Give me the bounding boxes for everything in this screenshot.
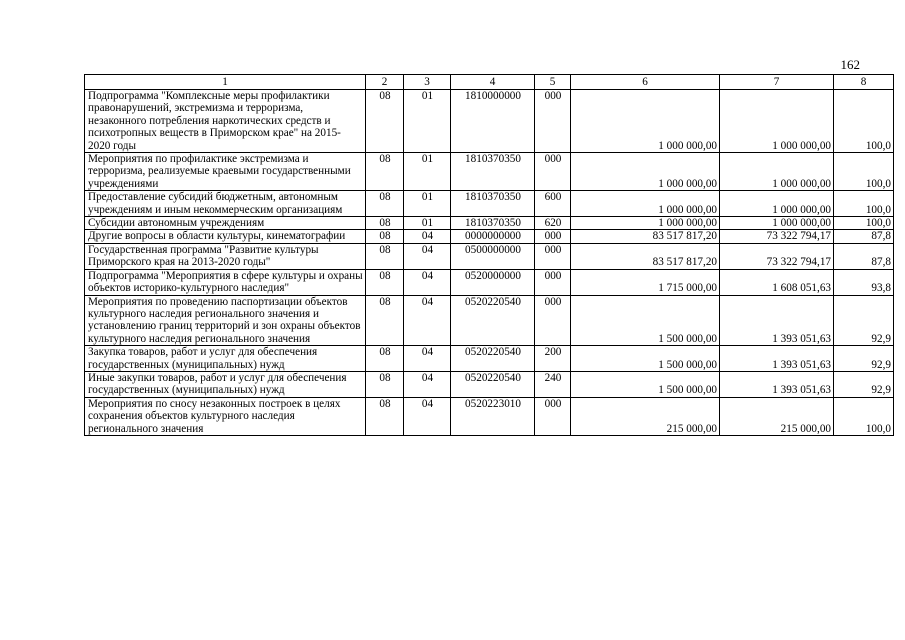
target-article-cell: 0000000000 xyxy=(451,230,535,243)
table-row xyxy=(85,346,894,372)
budget-table xyxy=(84,74,894,436)
section-code-cell: 08 xyxy=(366,295,404,346)
actual-amount-cell: 1 393 051,63 xyxy=(720,295,834,346)
target-article-cell: 1810370350 xyxy=(451,191,535,217)
percent-cell: 100,0 xyxy=(834,217,894,230)
actual-amount-cell: 1 000 000,00 xyxy=(720,153,834,191)
row-name-cell: Закупка товаров, работ и услуг для обеспечения государственных (муниципальных) нужд xyxy=(85,346,366,372)
target-article-cell: 1810000000 xyxy=(451,90,535,153)
actual-amount-cell: 1 000 000,00 xyxy=(720,90,834,153)
row-name-cell: Предоставление субсидий бюджетным, автономным учреждениям и иным некоммерческим организациям xyxy=(85,191,366,217)
section-code-cell: 08 xyxy=(366,217,404,230)
expense-type-cell: 000 xyxy=(535,243,571,269)
table-row xyxy=(85,230,894,243)
planned-amount-cell: 1 500 000,00 xyxy=(571,371,720,397)
section-code-cell: 08 xyxy=(366,397,404,435)
subsection-code-cell: 01 xyxy=(404,217,451,230)
percent-cell: 100,0 xyxy=(834,153,894,191)
subsection-code-cell: 04 xyxy=(404,371,451,397)
percent-cell: 100,0 xyxy=(834,397,894,435)
planned-amount-cell: 1 000 000,00 xyxy=(571,191,720,217)
expense-type-cell: 240 xyxy=(535,371,571,397)
percent-cell: 87,8 xyxy=(834,243,894,269)
section-code-cell: 08 xyxy=(366,371,404,397)
actual-amount-cell: 73 322 794,17 xyxy=(720,230,834,243)
expense-type-cell: 000 xyxy=(535,90,571,153)
row-name-cell: Мероприятия по сносу незаконных построек в целях сохранения объектов культурного наследия регионального значения xyxy=(85,397,366,435)
header-cell-3: 3 xyxy=(404,75,451,90)
table-row xyxy=(85,243,894,269)
subsection-code-cell: 04 xyxy=(404,295,451,346)
section-code-cell: 08 xyxy=(366,191,404,217)
planned-amount-cell: 1 000 000,00 xyxy=(571,217,720,230)
subsection-code-cell: 04 xyxy=(404,346,451,372)
row-name-cell: Субсидии автономным учреждениям xyxy=(85,217,366,230)
header-cell-7: 7 xyxy=(720,75,834,90)
section-code-cell: 08 xyxy=(366,153,404,191)
row-name-cell: Подпрограмма "Мероприятия в сфере культуры и охраны объектов историко-культурного наследия" xyxy=(85,269,366,295)
table-row xyxy=(85,269,894,295)
target-article-cell: 0520223010 xyxy=(451,397,535,435)
actual-amount-cell: 1 393 051,63 xyxy=(720,371,834,397)
section-code-cell: 08 xyxy=(366,90,404,153)
percent-cell: 93,8 xyxy=(834,269,894,295)
target-article-cell: 0520220540 xyxy=(451,371,535,397)
table-row xyxy=(85,371,894,397)
actual-amount-cell: 1 000 000,00 xyxy=(720,217,834,230)
row-name-cell: Иные закупки товаров, работ и услуг для обеспечения государственных (муниципальных) нужд xyxy=(85,371,366,397)
subsection-code-cell: 01 xyxy=(404,90,451,153)
expense-type-cell: 000 xyxy=(535,230,571,243)
section-code-cell: 08 xyxy=(366,346,404,372)
percent-cell: 92,9 xyxy=(834,295,894,346)
subsection-code-cell: 01 xyxy=(404,191,451,217)
expense-type-cell: 000 xyxy=(535,295,571,346)
target-article-cell: 0520220540 xyxy=(451,295,535,346)
expense-type-cell: 200 xyxy=(535,346,571,372)
target-article-cell: 1810370350 xyxy=(451,217,535,230)
planned-amount-cell: 1 500 000,00 xyxy=(571,295,720,346)
actual-amount-cell: 1 000 000,00 xyxy=(720,191,834,217)
planned-amount-cell: 83 517 817,20 xyxy=(571,230,720,243)
expense-type-cell: 000 xyxy=(535,153,571,191)
section-code-cell: 08 xyxy=(366,269,404,295)
planned-amount-cell: 1 715 000,00 xyxy=(571,269,720,295)
header-cell-1: 1 xyxy=(85,75,366,90)
header-cell-5: 5 xyxy=(535,75,571,90)
subsection-code-cell: 04 xyxy=(404,243,451,269)
actual-amount-cell: 73 322 794,17 xyxy=(720,243,834,269)
expense-type-cell: 000 xyxy=(535,397,571,435)
actual-amount-cell: 1 608 051,63 xyxy=(720,269,834,295)
planned-amount-cell: 1 000 000,00 xyxy=(571,90,720,153)
percent-cell: 100,0 xyxy=(834,191,894,217)
subsection-code-cell: 04 xyxy=(404,230,451,243)
header-cell-4: 4 xyxy=(451,75,535,90)
table-row xyxy=(85,90,894,153)
expense-type-cell: 600 xyxy=(535,191,571,217)
table-row xyxy=(85,217,894,230)
percent-cell: 100,0 xyxy=(834,90,894,153)
page-number: 162 xyxy=(840,57,860,72)
table-row xyxy=(85,397,894,435)
header-cell-6: 6 xyxy=(571,75,720,90)
row-name-cell: Другие вопросы в области культуры, кинематографии xyxy=(85,230,366,243)
expense-type-cell: 000 xyxy=(535,269,571,295)
percent-cell: 92,9 xyxy=(834,346,894,372)
actual-amount-cell: 1 393 051,63 xyxy=(720,346,834,372)
header-cell-8: 8 xyxy=(834,75,894,90)
row-name-cell: Мероприятия по профилактике экстремизма и терроризма, реализуемые краевыми государственными учреждениями xyxy=(85,153,366,191)
subsection-code-cell: 04 xyxy=(404,397,451,435)
percent-cell: 92,9 xyxy=(834,371,894,397)
table-header-row xyxy=(85,75,894,90)
table-row xyxy=(85,153,894,191)
row-name-cell: Подпрограмма "Комплексные меры профилактики правонарушений, экстремизма и терроризма, незаконного потребления наркотических средств и психотропных веществ в Приморском крае" на 2015-2020 годы xyxy=(85,90,366,153)
planned-amount-cell: 215 000,00 xyxy=(571,397,720,435)
table-row xyxy=(85,295,894,346)
section-code-cell: 08 xyxy=(366,230,404,243)
planned-amount-cell: 1 000 000,00 xyxy=(571,153,720,191)
target-article-cell: 0520000000 xyxy=(451,269,535,295)
section-code-cell: 08 xyxy=(366,243,404,269)
expense-type-cell: 620 xyxy=(535,217,571,230)
percent-cell: 87,8 xyxy=(834,230,894,243)
subsection-code-cell: 01 xyxy=(404,153,451,191)
target-article-cell: 0500000000 xyxy=(451,243,535,269)
planned-amount-cell: 83 517 817,20 xyxy=(571,243,720,269)
actual-amount-cell: 215 000,00 xyxy=(720,397,834,435)
target-article-cell: 0520220540 xyxy=(451,346,535,372)
table-row xyxy=(85,191,894,217)
header-cell-2: 2 xyxy=(366,75,404,90)
row-name-cell: Мероприятия по проведению паспортизации объектов культурного наследия регионального значения и установлению границ территорий и зон охраны объектов культурного наследия регионального значения xyxy=(85,295,366,346)
subsection-code-cell: 04 xyxy=(404,269,451,295)
target-article-cell: 1810370350 xyxy=(451,153,535,191)
row-name-cell: Государственная программа "Развитие культуры Приморского края на 2013-2020 годы" xyxy=(85,243,366,269)
planned-amount-cell: 1 500 000,00 xyxy=(571,346,720,372)
